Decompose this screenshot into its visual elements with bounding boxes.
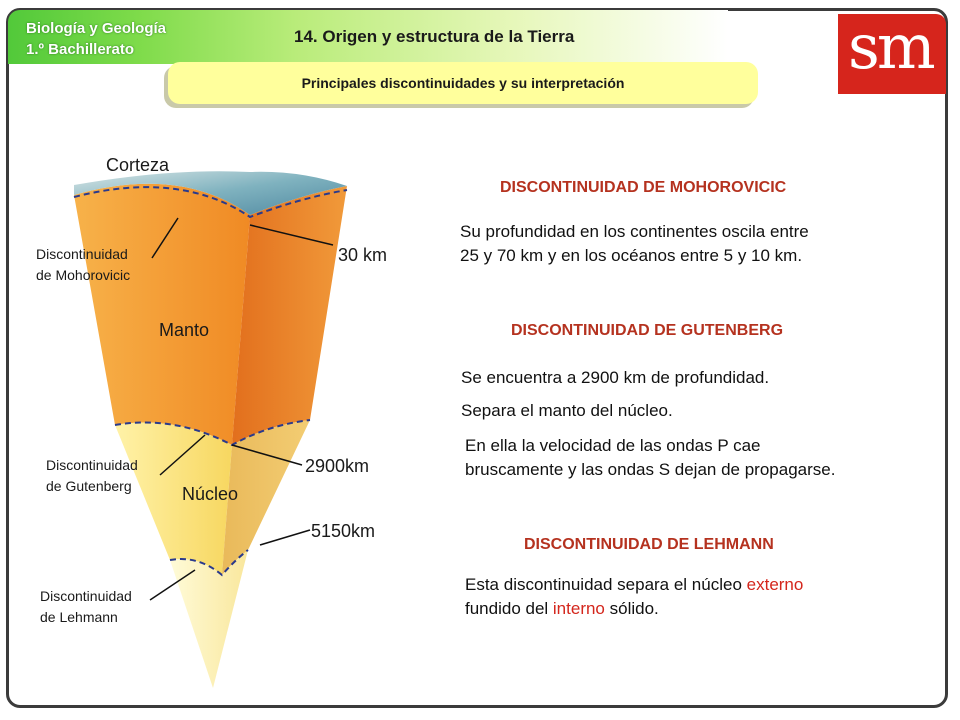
label-moho-line1: Discontinuidad — [36, 246, 128, 262]
mantle-side — [232, 186, 347, 445]
course-subject: Biología y Geología — [26, 20, 167, 37]
gutenberg-text-3-line1: En ella la velocidad de las ondas P cae — [465, 436, 761, 455]
lehmann-text-2b: sólido. — [604, 599, 659, 618]
label-gutenberg-disc — [46, 455, 138, 497]
depth-2900km: 2900km — [305, 456, 370, 476]
section-title: Principales discontinuidades y su interpretación — [301, 75, 625, 91]
inner-core — [170, 550, 248, 688]
gutenberg-text-2: Separa el manto del núcleo. — [461, 401, 673, 420]
label-gut-line2: de Gutenberg — [46, 478, 132, 494]
lehmann-externo: externo — [746, 575, 804, 594]
label-nucleo: Núcleo — [182, 484, 239, 504]
lehmann-text-line1 — [465, 573, 803, 597]
label-moho-line2: de Mohorovicic — [36, 267, 131, 283]
gutenberg-text-3-line2: bruscamente y las ondas S dejan de propagarse. — [465, 460, 836, 479]
moho-heading: DISCONTINUIDAD DE MOHOROVICIC — [500, 179, 787, 196]
label-gut-line1: Discontinuidad — [46, 457, 138, 473]
sm-logo-text: sm — [848, 10, 933, 83]
label-moho-disc — [36, 244, 130, 286]
moho-text-line2: 25 y 70 km y en los océanos entre 5 y 10 km. — [460, 246, 803, 265]
label-lehmann-disc — [40, 586, 132, 628]
label-manto: Manto — [159, 320, 210, 340]
lehmann-text-1a: Esta discontinuidad separa el núcleo — [465, 575, 747, 594]
depth-5150km: 5150km — [311, 521, 376, 541]
label-leh-line2: de Lehmann — [40, 609, 118, 625]
depth-5150-leader — [260, 530, 310, 545]
mantle-front — [74, 184, 250, 445]
label-leh-line1: Discontinuidad — [40, 588, 132, 604]
lehmann-text — [465, 573, 803, 621]
gutenberg-text-1: Se encuentra a 2900 km de profundidad. — [461, 368, 770, 387]
moho-text-line1: Su profundidad en los continentes oscila entre — [460, 222, 809, 241]
gutenberg-heading: DISCONTINUIDAD DE GUTENBERG — [511, 322, 784, 339]
gutenberg-text-3 — [465, 434, 835, 482]
lehmann-text-2a: fundido del — [465, 599, 553, 618]
course-level: 1.º Bachillerato — [26, 41, 135, 58]
unit-title: 14. Origen y estructura de la Tierra — [294, 27, 575, 46]
lehmann-heading: DISCONTINUIDAD DE LEHMANN — [524, 536, 774, 553]
moho-text — [460, 220, 809, 268]
label-corteza: Corteza — [106, 155, 170, 175]
lehmann-text-line2 — [465, 597, 803, 621]
lehmann-interno: interno — [552, 599, 605, 618]
depth-30km: 30 km — [338, 245, 388, 265]
